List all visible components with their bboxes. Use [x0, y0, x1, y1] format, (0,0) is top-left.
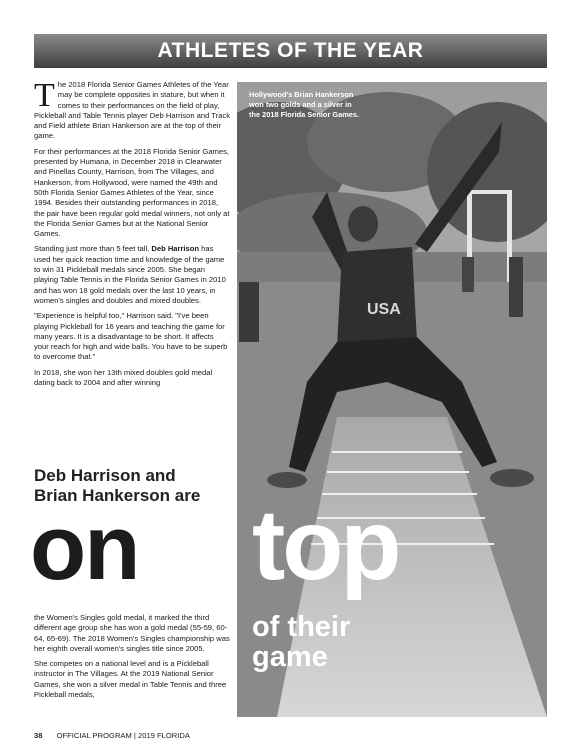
- headline-line-2: Brian Hankerson are: [34, 486, 201, 505]
- photo-headline-sub: [252, 612, 350, 672]
- headline-big-word: on: [30, 497, 139, 599]
- page-number: 38: [34, 731, 43, 740]
- headline-line-1: Deb Harrison and: [34, 466, 176, 485]
- banner-title: ATHLETES OF THE YEAR: [157, 39, 424, 62]
- drop-cap: T: [34, 77, 55, 114]
- text-run: has used her quick reaction time and knowledge of the game to win 31 Pickleball medals since 2005. She began playing Table Tennis in the Florida Senior Games in 2010 and has won 18 gold medals over the last 10 years, in women's singles and doubles and mixed doubles.: [34, 244, 226, 305]
- paragraph: [34, 244, 230, 306]
- photo-caption: Hollywood's Brian Hankerson won two golds and a silver in the 2018 Florida Senior Games.: [249, 90, 360, 119]
- article-column-1: [34, 77, 230, 393]
- paragraph-intro-text: he 2018 Florida Senior Games Athletes of the Year may be complete opposites in stature, but when it comes to their performances on the field of play, Pickleball and Table Tennis player Deb Harrison and Track and Field athlete Brian Hankerson are at the top of their game.: [34, 80, 230, 141]
- text-run: Standing just more than 5 feet tall,: [34, 244, 152, 254]
- photo-headline-big-word: top: [252, 489, 399, 601]
- photo-headline-sub-line-1: of their: [252, 611, 351, 643]
- paragraph: She competes on a national level and is a Pickleball instructor in The Villages. At the 2019 National Senior Games, she won a silver medal in Table Tennis and three Pickleball medals,: [34, 659, 227, 700]
- paragraph: the Women's Singles gold medal, it marked the third different age group she has won a gold medal (55-59, 60-64, 65-69). The 2018 Women's Singles championship was her eighth overall women's singles title since 2005.: [34, 613, 230, 653]
- page-footer: [34, 731, 190, 740]
- paragraph: For their performances at the 2018 Florida Senior Games, presented by Humana, in December 2018 in Clearwater and Pinellas County, Harrison, from The Villages, and Hankerson, from Hollywood, were named the 49th and 50th Florida Senior Games Athletes of the Year, since 1994. Besides their outstanding performances in 2018, the pair have been regular gold medal winners, not only at the Florida Senior Games but at the National Senior Games.: [34, 146, 230, 239]
- paragraph: "Experience is helpful too," Harrison said. "I've been playing Pickleball for 16 years and teaching the game for many years. It is a disadvantage to be short. It affects your reach for high and wide balls. You have to be superb to overcome that.": [34, 311, 228, 362]
- photo-headline-sub-line-2: game: [252, 641, 328, 673]
- paragraph-intro: [34, 77, 230, 142]
- publication-name: OFFICIAL PROGRAM | 2019 FLORIDA: [56, 731, 190, 740]
- paragraph: In 2018, she won her 13th mixed doubles gold medal dating back to 2004 and after winning: [34, 367, 213, 388]
- article-column-2: [34, 613, 230, 705]
- section-banner: [34, 34, 547, 68]
- text-run-bold: Deb Harrison: [151, 244, 200, 254]
- singlet-text: USA: [367, 301, 401, 318]
